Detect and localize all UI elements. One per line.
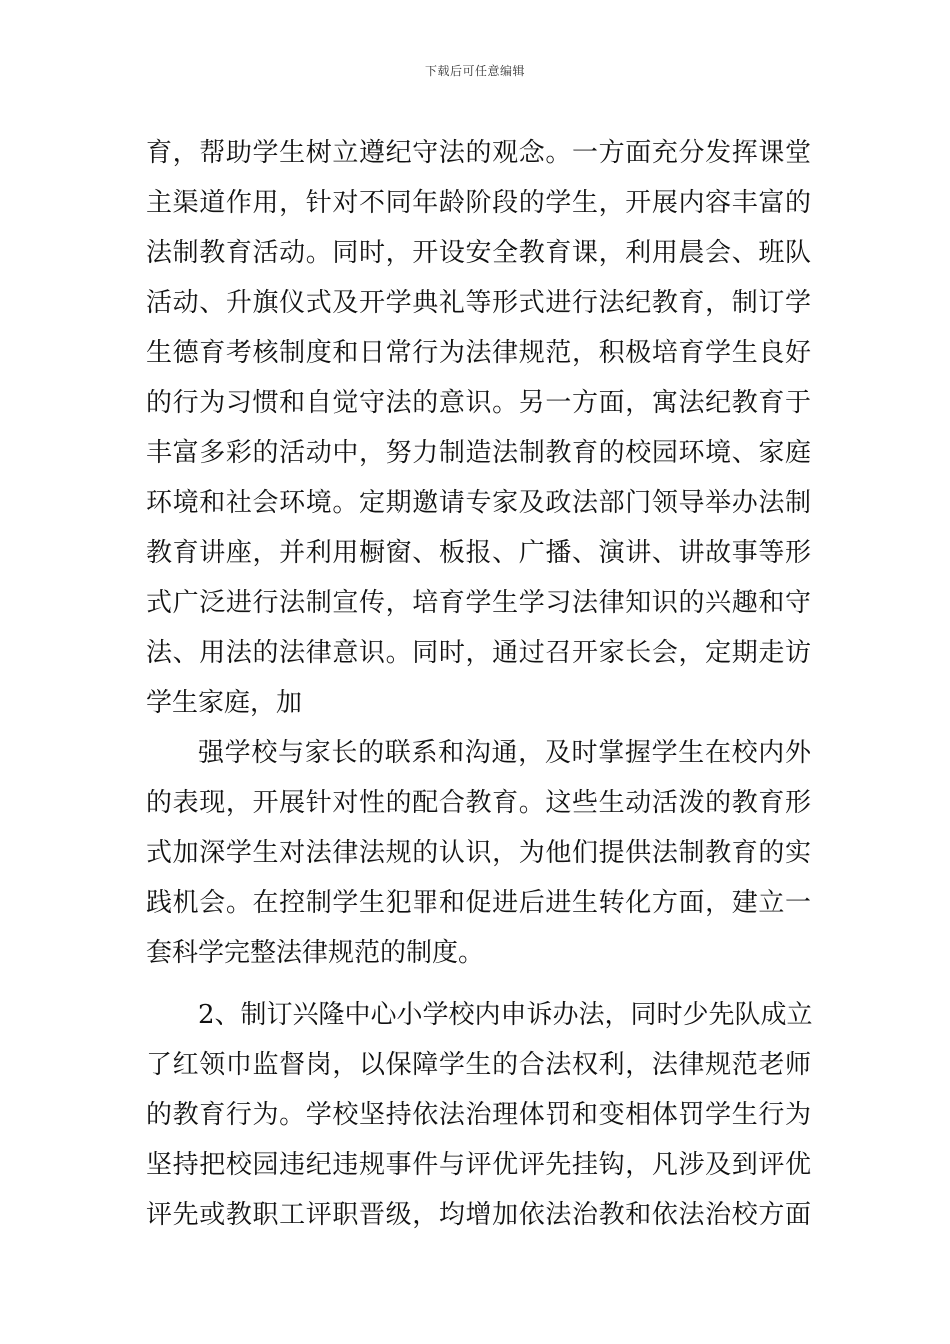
text-line: 的教育行为。学校坚持依法治理体罚和变相体罚学生行为 bbox=[146, 1100, 811, 1130]
text-line: 式广泛进行法制宣传，培育学生学习法律知识的兴趣和守 bbox=[146, 588, 811, 618]
text-line: 法、用法的法律意识。同时，通过召开家长会，定期走访 bbox=[146, 638, 811, 668]
text-line: 主渠道作用，针对不同年龄阶段的学生，开展内容丰富的 bbox=[146, 188, 811, 218]
text-line: 套科学完整法律规范的制度。 bbox=[146, 938, 485, 968]
text-line: 学生家庭，加 bbox=[146, 688, 303, 718]
text-line: 践机会。在控制学生犯罪和促进后进生转化方面，建立一 bbox=[146, 888, 811, 918]
text-line: 生德育考核制度和日常行为法律规范，积极培育学生良好 bbox=[146, 338, 811, 368]
header-note: 下载后可任意编辑 bbox=[424, 64, 525, 78]
text-line: 活动、升旗仪式及开学典礼等形式进行法纪教育，制订学 bbox=[146, 288, 811, 318]
text-line: 的行为习惯和自觉守法的意识。另一方面，寓法纪教育于 bbox=[146, 388, 811, 418]
paragraph-start-line: 强学校与家长的联系和沟通，及时掌握学生在校内外 bbox=[198, 738, 811, 768]
text-line: 的表现，开展针对性的配合教育。这些生动活泼的教育形 bbox=[146, 788, 811, 818]
body-text bbox=[146, 128, 811, 1240]
paragraph-start-line: 2、制订兴隆中心小学校内申诉办法，同时少先队成立 bbox=[198, 1000, 813, 1030]
text-line: 丰富多彩的活动中，努力制造法制教育的校园环境、家庭 bbox=[146, 438, 811, 468]
text-line: 育，帮助学生树立遵纪守法的观念。一方面充分发挥课堂 bbox=[146, 138, 811, 168]
text-line: 式加深学生对法律法规的认识，为他们提供法制教育的实 bbox=[146, 838, 811, 868]
text-line: 了红领巾监督岗，以保障学生的合法权利，法律规范老师 bbox=[146, 1050, 811, 1080]
text-line: 评先或教职工评职晋级，均增加依法治教和依法治校方面 bbox=[146, 1200, 811, 1230]
text-line: 法制教育活动。同时，开设安全教育课，利用晨会、班队 bbox=[146, 238, 811, 268]
text-line: 环境和社会环境。定期邀请专家及政法部门领导举办法制 bbox=[146, 488, 811, 518]
text-line: 坚持把校园违纪违规事件与评优评先挂钩，凡涉及到评优 bbox=[146, 1150, 811, 1180]
text-line: 教育讲座，并利用橱窗、板报、广播、演讲、讲故事等形 bbox=[146, 538, 811, 568]
